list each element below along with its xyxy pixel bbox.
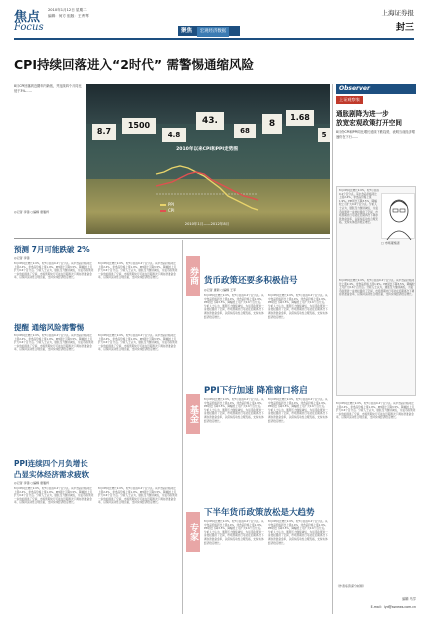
observer-title-2: 放宽宏观政策打开空间 (336, 119, 402, 127)
ppi-neg-title-2: 凸显实体经济需求疲软 (14, 470, 89, 479)
inset-chart-caption: 2010年1月——2012年8月 (184, 222, 230, 226)
price-tag: 1500 (122, 118, 156, 134)
ppi-neg-body-2: 8月CPI同比增长2.0%，较7月回落0.4个百分点。其中食品价格同比上涨2.4%，非食品价格上涨1.9%。PPI同比下降3.5%，降幅较上月扩大0.6个百分点。分析人士认为，通胀压力继续减轻，为货币政策进一步放松提供了空间，市场预期央行可能在近期再次下调存款准备金率，以保持流动性合理充裕，支持实体经济稳定增长。 (98, 487, 178, 505)
footer-email: E-mail：lyd@ssnews.com.cn (370, 605, 416, 609)
monetary-body: 8月CPI同比增长2.0%，较7月回落0.4个百分点。其中食品价格同比上涨2.4%，非食品价格上涨1.9%。PPI同比下降3.5%，降幅较上月扩大0.6个百分点。分析人士认为，通胀压力继续减轻，为货币政策进一步放松提供了空间，市场预期央行可能在近期再次下调存款准备金率，以保持流动性合理充裕，支持实体经济稳定增长。 (204, 294, 264, 319)
price-tag: 4.8 (162, 128, 186, 142)
ppi-low-body: 8月CPI同比增长2.0%，较7月回落0.4个百分点。其中食品价格同比上涨2.4%，非食品价格上涨1.9%。PPI同比下降3.5%，降幅较上月扩大0.6个百分点。分析人士认为，通胀压力继续减轻，为货币政策进一步放松提供了空间，市场预期央行可能在近期再次下调存款准备金率，以保持流动性合理充裕，支持实体经济稳定增长。 (204, 398, 264, 423)
cpi-ppi-inset-chart (150, 146, 264, 230)
price-tag: 8.7 (92, 124, 116, 140)
observer-box-text: 8月CPI同比增长2.0%，较7月回落0.4个百分点。其中食品价格同比上涨2.4%，非食品价格上涨1.9%。PPI同比下降3.5%，降幅较上月扩大0.6个百分点。分析人士认为，通胀压力继续减轻，为货币政策进一步放松提供了空间，市场预期央行可能在近期再次下调存款准备金率，以保持流动性合理充裕，支持实体经济稳定增长。 (339, 189, 379, 225)
inset-chart-title: 2010年以来CPI和PPI走势图 (176, 147, 238, 152)
vertical-label-experts: 专家 (186, 512, 200, 552)
author-portrait (381, 193, 415, 239)
observer-signoff: （作者系资深分析师） (336, 584, 367, 588)
price-tag: 68 (234, 124, 256, 138)
author-sketch-icon (382, 194, 416, 240)
focus-badge-sub: 宏观经济数据 (197, 27, 229, 37)
monetary-byline: ◎记者 唐新 ○编辑 王军 (204, 288, 237, 292)
main-headline: CPI持续回落进入“2时代” 需警惕通缩风险 (14, 57, 254, 72)
price-tag: 8 (262, 114, 282, 134)
ppi-neg-body: 8月CPI同比增长2.0%，较7月回落0.4个百分点。其中食品价格同比上涨2.4%，非食品价格上涨1.9%。PPI同比下降3.5%，降幅较上月扩大0.6个百分点。分析人士认为，通胀压力继续减轻，为货币政策进一步放松提供了空间，市场预期央行可能在近期再次下调存款准备金率，以保持流动性合理充裕，支持实体经济稳定增长。 (14, 487, 94, 505)
h2-body: 8月CPI同比增长2.0%，较7月回落0.4个百分点。其中食品价格同比上涨2.4%，非食品价格上涨1.9%。PPI同比下降3.5%，降幅较上月扩大0.6个百分点。分析人士认为，通胀压力继续减轻，为货币政策进一步放松提供了空间，市场预期央行可能在近期再次下调存款准备金率，以保持流动性合理充裕，支持实体经济稳定增长。 (204, 520, 264, 545)
observer-box (336, 186, 416, 396)
legend-cpi: CPI (168, 208, 175, 213)
column-rule (182, 240, 183, 614)
inset-chart-svg (150, 154, 264, 228)
lead-intro-text: 8月CPI回落到近期年内新低，并连续四个月同比低于3%…… (14, 84, 82, 94)
observer-label-cn: 上证观察家 (336, 96, 363, 104)
price-tag: 43. (196, 112, 224, 130)
monetary-body-2: 8月CPI同比增长2.0%，较7月回落0.4个百分点。其中食品价格同比上涨2.4%，非食品价格上涨1.9%。PPI同比下降3.5%，降幅较上月扩大0.6个百分点。分析人士认为，通胀压力继续减轻，为货币政策进一步放松提供了空间，市场预期央行可能在近期再次下调存款准备金率，以保持流动性合理充裕，支持实体经济稳定增长。 (268, 294, 328, 319)
focus-badge (178, 26, 240, 36)
author-caption: □ 市场观察者 (381, 241, 400, 245)
price-tag: 1.68 (286, 110, 314, 126)
monetary-title: 货币政策还要多积极信号 (204, 276, 298, 286)
column-rule (332, 84, 333, 614)
issue-date: 2010年1月12日 星期二 (48, 8, 87, 12)
lead-intro (14, 84, 82, 232)
warn-body-2: 8月CPI同比增长2.0%，较7月回落0.4个百分点。其中食品价格同比上涨2.4%，非食品价格上涨1.9%。PPI同比下降3.5%，降幅较上月扩大0.6个百分点。分析人士认为，通胀压力继续减轻，为货币政策进一步放松提供了空间，市场预期央行可能在近期再次下调存款准备金率，以保持流动性合理充裕，支持实体经济稳定增长。 (98, 334, 178, 352)
observer-label-en: Observer (336, 84, 416, 94)
legend-ppi: PPI (168, 202, 175, 207)
predict-body: 8月CPI同比增长2.0%，较7月回落0.4个百分点。其中食品价格同比上涨2.4%，非食品价格上涨1.9%。PPI同比下降3.5%，降幅较上月扩大0.6个百分点。分析人士认为，通胀压力继续减轻，为货币政策进一步放松提供了空间，市场预期央行可能在近期再次下调存款准备金率，以保持流动性合理充裕，支持实体经济稳定增长。 (14, 262, 94, 280)
section-en: Focus (14, 22, 44, 33)
issue-editors: 编辑：何方 组版：王秀琴 (48, 14, 89, 18)
observer-body: 8月CPI同比增长2.0%，较7月回落0.4个百分点。其中食品价格同比上涨2.4%，非食品价格上涨1.9%。PPI同比下降3.5%，降幅较上月扩大0.6个百分点。分析人士认为，通胀压力继续减轻，为货币政策进一步放松提供了空间，市场预期央行可能在近期再次下调存款准备金率，以保持流动性合理充裕，支持实体经济稳定增长。 (336, 402, 416, 420)
focus-badge-label: 聚焦 (181, 28, 193, 34)
masthead (0, 0, 428, 40)
ppi-low-title: PPI下行加速 降准窗口将启 (204, 386, 308, 396)
predict-title: 预测 7月可能跌破 2% (14, 245, 90, 254)
page-number: 封三 (395, 23, 414, 33)
ppi-neg-byline: ◎记者 李锋 ○编辑 唐雁梓 (14, 481, 50, 485)
footer-editor: 编辑 马学 (402, 597, 416, 601)
vertical-label-funds: 基金 (186, 394, 200, 434)
h2-body-2: 8月CPI同比增长2.0%，较7月回落0.4个百分点。其中食品价格同比上涨2.4%，非食品价格上涨1.9%。PPI同比下降3.5%，降幅较上月扩大0.6个百分点。分析人士认为，通胀压力继续减轻，为货币政策进一步放松提供了空间，市场预期央行可能在近期再次下调存款准备金率，以保持流动性合理充裕，支持实体经济稳定增长。 (268, 520, 328, 545)
observer-column (336, 84, 416, 614)
vertical-label-brokers: 券商 (186, 256, 200, 296)
warn-body: 8月CPI同比增长2.0%，较7月回落0.4个百分点。其中食品价格同比上涨2.4%，非食品价格上涨1.9%。PPI同比下降3.5%，降幅较上月扩大0.6个百分点。分析人士认为，通胀压力继续减轻，为货币政策进一步放松提供了空间，市场预期央行可能在近期再次下调存款准备金率，以保持流动性合理充裕，支持实体经济稳定增长。 (14, 334, 94, 352)
warn-title: 提醒 通缩风险需警惕 (14, 323, 85, 332)
predict-byline: ◎记者 李锋 (14, 256, 30, 260)
observer-deck: 8月份CPI和PPI同比增长延续下跌趋势，表明当前经济增速仍在下行…… (336, 130, 415, 139)
rule (14, 238, 330, 239)
lead-byline: ◎记者 李锋 ○编辑 唐雁梓 (14, 210, 50, 214)
inset-chart-legend (160, 204, 166, 212)
observer-title-1: 通胀剧降为进一步 (336, 110, 389, 118)
ppi-low-body-2: 8月CPI同比增长2.0%，较7月回落0.4个百分点。其中食品价格同比上涨2.4%，非食品价格上涨1.9%。PPI同比下降3.5%，降幅较上月扩大0.6个百分点。分析人士认为，通胀压力继续减轻，为货币政策进一步放松提供了空间，市场预期央行可能在近期再次下调存款准备金率，以保持流动性合理充裕，支持实体经济稳定增长。 (268, 398, 328, 423)
newspaper-name: 上海证券报 (381, 9, 414, 17)
price-tag: 5 (318, 128, 330, 142)
masthead-rule (14, 38, 414, 40)
predict-body-2: 8月CPI同比增长2.0%，较7月回落0.4个百分点。其中食品价格同比上涨2.4%，非食品价格上涨1.9%。PPI同比下降3.5%，降幅较上月扩大0.6个百分点。分析人士认为，通胀压力继续减轻，为货币政策进一步放松提供了空间，市场预期央行可能在近期再次下调存款准备金率，以保持流动性合理充裕，支持实体经济稳定增长。 (98, 262, 178, 280)
section-cn: 焦点 (14, 10, 41, 25)
ppi-neg-title-1: PPI连续四个月负增长 (14, 459, 88, 468)
h2-title: 下半年货币政策放松是大趋势 (204, 508, 315, 518)
observer-box-text-2: 8月CPI同比增长2.0%，较7月回落0.4个百分点。其中食品价格同比上涨2.4%，非食品价格上涨1.9%。PPI同比下降3.5%，降幅较上月扩大0.6个百分点。分析人士认为，通胀压力继续减轻，为货币政策进一步放松提供了空间，市场预期央行可能在近期再次下调存款准备金率，以保持流动性合理充裕，支持实体经济稳定增长。 (339, 279, 415, 297)
cpi-line (156, 172, 258, 200)
market-photo (86, 84, 330, 234)
